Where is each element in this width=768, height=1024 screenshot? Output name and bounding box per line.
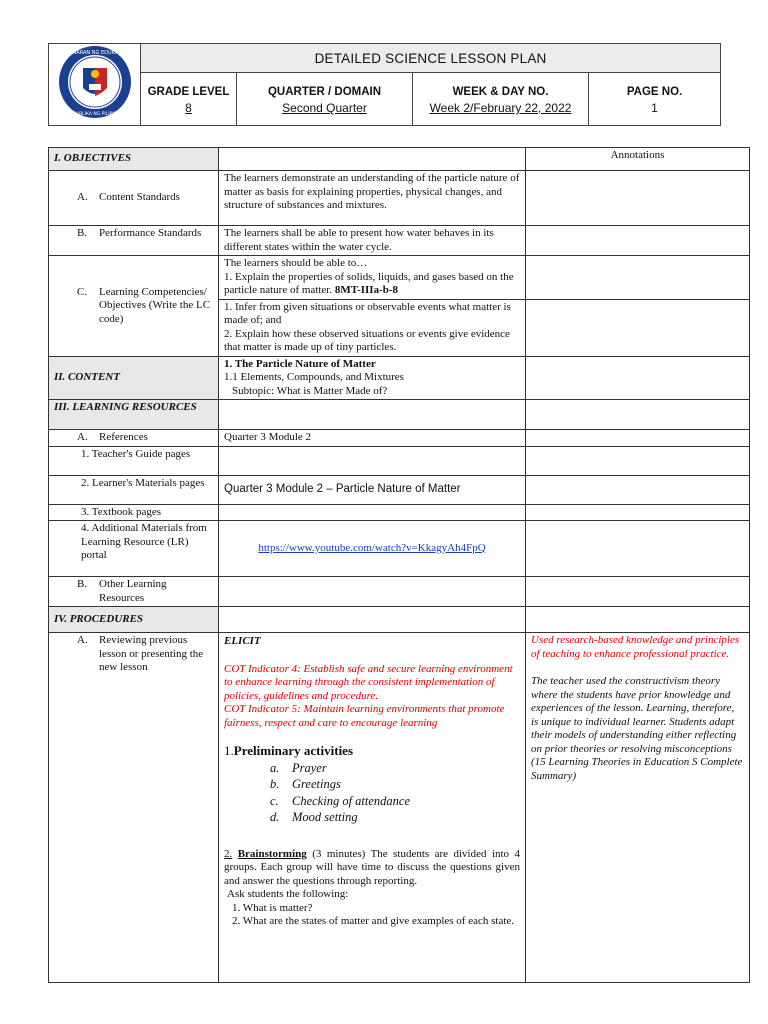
references-value: Quarter 3 Module 2: [219, 430, 526, 447]
other-resources-label-cell: B. Other Learning Resources: [49, 577, 219, 607]
additional-materials-cell: [219, 521, 526, 577]
procedure-a-label: Reviewing previous lesson or presenting the new lesson: [99, 634, 204, 673]
performance-standards-label: Performance Standards: [99, 227, 202, 239]
content-text: 1. The Particle Nature of Matter 1.1 Elements, Compounds, and Mixtures Subtopic: What is Matter Made of?: [219, 356, 526, 400]
procedures-heading: IV. PROCEDURES: [49, 607, 219, 633]
content-heading: II. CONTENT: [49, 356, 219, 400]
question-1: 1. What is matter?: [232, 901, 313, 914]
procedures-annotation: [526, 607, 750, 633]
week-label: WEEK & DAY NO.: [452, 86, 549, 98]
page-value: 1: [651, 101, 658, 115]
list-item: b. Greetings: [270, 777, 341, 791]
references-annotation: [526, 430, 750, 447]
teachers-guide-label: 1. Teacher's Guide pages: [49, 446, 219, 475]
youtube-link[interactable]: https://www.youtube.com/watch?v=KkagyAh4FpQ: [258, 541, 486, 554]
other-resources-annotation: [526, 577, 750, 607]
performance-standards-annotation: [526, 226, 750, 256]
content-standards-annotation: [526, 171, 750, 226]
resources-annotation: [526, 400, 750, 430]
procedure-a-annotation: [526, 633, 750, 983]
content-standards-label-cell: A. Content Standards: [49, 171, 219, 226]
performance-standards-text: The learners shall be able to present how water behaves in its different states within the water cycle.: [219, 226, 526, 256]
content-standards-label: Content Standards: [99, 191, 180, 204]
content-standards-text: The learners demonstrate an understanding of the particle nature of matter as basis for explaining properties, physical changes, and structure of substances and mixtures.: [219, 171, 526, 226]
week-value: Week 2/February 22, 2022: [429, 101, 572, 115]
competencies-text-2: 1. Infer from given situations or observable events what matter is made of; and 2. Explain how these observed situations or events give evidence that matter is made up of tiny particles.: [219, 299, 526, 356]
annotation-constructivism: The teacher used the constructivism theory where the students have prior knowledge and experiences of the lesson. Learning, therefore, is unique to individual learner. Students adapt their models of understanding either reflecting on prior theories or resolving misconceptions (15 Learning Theories in Education S Complete Summary): [531, 675, 743, 782]
svg-text:KAGAWARAN NG EDUKASYON: KAGAWARAN NG EDUKASYON: [57, 50, 132, 56]
textbook-label: 3. Textbook pages: [49, 504, 219, 521]
grade-level-value: 8: [185, 101, 192, 115]
lc-code: 8MT-IIIa-b-8: [334, 284, 399, 296]
resources-heading: III. LEARNING RESOURCES: [49, 400, 219, 430]
preliminary-activities-heading: 1.Preliminary activities: [224, 743, 354, 758]
page-label: PAGE NO.: [626, 86, 683, 98]
lesson-plan-header: [48, 43, 720, 115]
competencies-text-1: The learners should be able to… 1. Explain the properties of solids, liquids, and gases based on the particle nature of matter. 8MT-IIIa-b-8: [219, 256, 526, 300]
other-resources-value: [219, 577, 526, 607]
references-label: References: [99, 431, 148, 443]
resources-blank: [219, 400, 526, 430]
question-2: 2. What are the states of matter and give examples of each state.: [232, 915, 515, 927]
quarter-cell: [237, 73, 413, 126]
page-cell: [589, 73, 721, 126]
list-item: c. Checking of attendance: [270, 793, 411, 808]
learners-materials-annotation: [526, 475, 750, 504]
grade-level-label: GRADE LEVEL: [147, 86, 230, 98]
brainstorming-paragraph: 2. Brainstorming (3 minutes) The students are divided into 4 groups. Each group will have time to discuss the questions given and answer the questions through reporting.: [224, 847, 521, 887]
other-resources-label: Other Learning Resources: [99, 578, 167, 604]
competencies-annotation-2: [526, 299, 750, 356]
list-item: a. Prayer: [270, 760, 327, 775]
additional-materials-label: 4. Additional Materials from Learning Resource (LR) portal: [49, 521, 219, 577]
competencies-label: Learning Competencies/ Objectives (Write the LC code): [99, 285, 211, 325]
objectives-heading: I. OBJECTIVES: [49, 148, 219, 171]
references-label-cell: A. References: [49, 430, 219, 447]
additional-materials-annotation: [526, 521, 750, 577]
performance-standards-label-cell: B. Performance Standards: [49, 226, 219, 256]
competencies-annotation-1: [526, 256, 750, 300]
procedure-a-label-cell: A. Reviewing previous lesson or presenting the new lesson: [49, 633, 219, 983]
quarter-label: QUARTER / DOMAIN: [267, 86, 382, 98]
deped-seal-icon: [57, 44, 133, 120]
learners-materials-label: 2. Learner's Materials pages: [49, 475, 219, 504]
teachers-guide-value: [219, 446, 526, 475]
deped-seal-cell: [49, 44, 141, 126]
objectives-content-blank: [219, 148, 526, 171]
week-cell: [413, 73, 589, 126]
procedures-blank: [219, 607, 526, 633]
competencies-label-cell: C. Learning Competencies/ Objectives (Write the LC code): [49, 256, 219, 357]
grade-level-cell: [141, 73, 237, 126]
textbook-value: [219, 504, 526, 521]
quarter-value: Second Quarter: [282, 101, 367, 115]
lesson-plan-title: DETAILED SCIENCE LESSON PLAN: [141, 44, 721, 73]
lesson-plan-table: [48, 147, 749, 983]
content-annotation: [526, 356, 750, 400]
procedure-a-content: [219, 633, 526, 983]
annotation-red: Used research-based knowledge and principles of teaching to enhance professional practice.: [531, 634, 740, 660]
ask-students: Ask students the following:: [227, 888, 349, 900]
svg-text:REPUBLIKA NG PILIPINAS: REPUBLIKA NG PILIPINAS: [66, 112, 123, 117]
teachers-guide-annotation: [526, 446, 750, 475]
preliminary-activities-list: [224, 760, 520, 826]
elicit-heading: ELICIT: [224, 635, 261, 647]
annotations-header: Annotations: [526, 148, 750, 171]
learners-materials-value: Quarter 3 Module 2 – Particle Nature of Matter: [219, 475, 526, 504]
list-item: d. Mood setting: [270, 810, 358, 824]
cot-indicator-5: COT Indicator 5: Maintain learning environments that promote fairness, respect and care to encourage learning: [224, 703, 505, 729]
cot-indicator-4: COT Indicator 4: Establish safe and secure learning environment to enhance learning through the consistent implementation of policies, guidelines and procedure.: [224, 662, 513, 702]
textbook-annotation: [526, 504, 750, 521]
